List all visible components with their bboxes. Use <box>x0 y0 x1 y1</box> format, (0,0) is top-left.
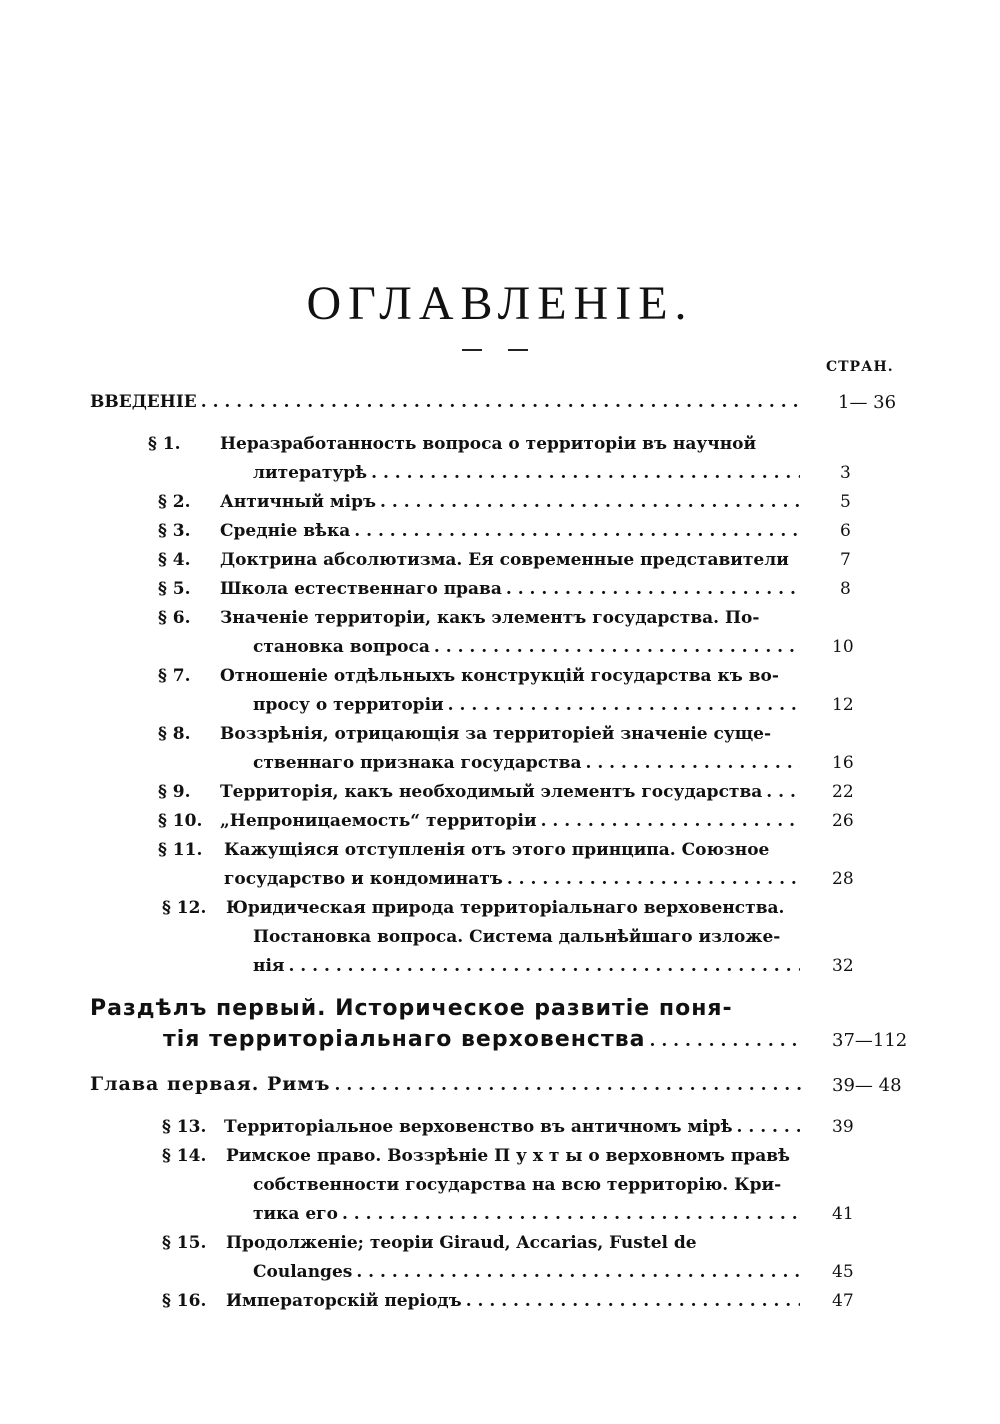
section-title: „Непроницаемость“ территорiи <box>220 811 537 831</box>
section-page: 47 <box>832 1291 854 1311</box>
leader-dots <box>342 1204 800 1224</box>
title-ornament <box>462 349 532 353</box>
section-title: Императорскiй перiодъ <box>226 1291 462 1311</box>
leader-dots <box>356 1262 800 1282</box>
section-title: Неразработанность вопроса о территорiи въ научной <box>220 434 757 454</box>
toc-entry-section-7 <box>253 695 810 715</box>
section-number: § 6. <box>158 608 191 628</box>
leader-dots <box>737 1117 800 1137</box>
section-title: Продолженiе; теорiи Giraud, Accarias, Fustel de <box>226 1233 697 1253</box>
section-page: 32 <box>832 956 854 976</box>
section-title: Воззрѣнiя, отрицающiя за территорiей значенiе суще- <box>220 724 772 744</box>
leader-dots <box>380 492 800 512</box>
toc-entry-section-6 <box>253 637 810 657</box>
leader-dots <box>506 579 800 599</box>
toc-entry-section-13 <box>224 1117 810 1137</box>
leader-dots <box>354 521 800 541</box>
toc-entry-section-1 <box>253 463 810 483</box>
leader-dots <box>201 392 800 412</box>
toc-entry-section-15 <box>253 1262 810 1282</box>
section-title: Отношенiе отдѣльныхъ конструкцiй государства къ во- <box>220 666 779 686</box>
section-title-cont: просу о территорiи <box>253 695 444 715</box>
section-page: 26 <box>832 811 854 831</box>
section-page: 45 <box>832 1262 854 1282</box>
section-title: Римское право. Воззрѣнiе П у х т ы о верховномъ правѣ <box>226 1146 790 1166</box>
leader-dots <box>766 782 800 802</box>
toc-entry-section-14 <box>253 1204 810 1224</box>
section-title-cont: нiя <box>253 956 285 976</box>
section-title-cont: Coulanges <box>253 1262 353 1282</box>
leader-dots <box>585 753 800 773</box>
leader-dots <box>371 463 800 483</box>
toc-entry-part-one <box>163 1027 813 1052</box>
section-title: Значенiе территорiи, какъ элементъ государства. По- <box>220 608 760 628</box>
leader-dots <box>334 1075 802 1095</box>
introduction-label: ВВЕДЕНIЕ <box>90 392 197 412</box>
section-title: Кажущiяся отступленiя отъ этого принципа. Союзное <box>224 840 770 860</box>
section-page: 39 <box>832 1117 854 1137</box>
toc-entry-section-10 <box>220 811 810 831</box>
chapter-title: Глава первая. Римъ <box>90 1073 331 1095</box>
section-title-cont: Постановка вопроса. Система дальнѣйшаго изложе- <box>253 927 781 947</box>
section-number: § 7. <box>158 666 191 686</box>
section-title: Территорiальное верховенство въ античномъ мiрѣ <box>224 1117 733 1137</box>
section-title-cont: литературѣ <box>253 463 368 483</box>
leader-dots <box>541 811 800 831</box>
section-page: 28 <box>832 869 854 889</box>
section-title-cont: государство и кондоминатъ <box>224 869 503 889</box>
section-page: 6 <box>840 521 851 541</box>
section-number: § 10. <box>158 811 203 831</box>
toc-entry-section-3 <box>220 521 810 541</box>
section-title-cont: собственности государства на всю территорiю. Кри- <box>253 1175 782 1195</box>
section-title: Юридическая природа территорiальнаго верховенства. <box>226 898 785 918</box>
toc-entry-section-9 <box>220 782 810 802</box>
toc-entry-section-12 <box>253 956 810 976</box>
toc-entry-introduction <box>90 392 810 412</box>
section-page: 7 <box>840 550 851 570</box>
leader-dots <box>434 637 800 657</box>
section-number: § 9. <box>158 782 191 802</box>
leader-dots <box>448 695 800 715</box>
section-number: § 12. <box>162 898 207 918</box>
section-number: § 11. <box>158 840 203 860</box>
section-page: 10 <box>832 637 854 657</box>
toc-entry-chapter-one <box>90 1073 812 1095</box>
page-title: ОГЛАВЛЕНIЕ. <box>306 277 694 330</box>
pages-column-heading: СТРАН. <box>826 359 894 375</box>
toc-entry-section-8 <box>253 753 810 773</box>
toc-entry-section-2 <box>220 492 810 512</box>
leader-dots <box>466 1291 800 1311</box>
toc-entry-section-16 <box>226 1291 810 1311</box>
section-number: § 14. <box>162 1146 207 1166</box>
leader-dots <box>507 869 800 889</box>
section-number: § 5. <box>158 579 191 599</box>
section-number: § 15. <box>162 1233 207 1253</box>
section-page: 12 <box>832 695 854 715</box>
leader-dots <box>650 1031 804 1051</box>
introduction-pages: 1— 36 <box>838 392 897 413</box>
section-page: 3 <box>840 463 851 483</box>
part-pages: 37—112 <box>832 1030 908 1051</box>
section-page: 8 <box>840 579 851 599</box>
section-page: 41 <box>832 1204 854 1224</box>
section-title-cont: тика его <box>253 1204 338 1224</box>
part-title: Раздѣлъ первый. Историческое развитiе поня- <box>90 996 733 1021</box>
section-title: Доктрина абсолютизма. Ея современные представители <box>220 550 789 570</box>
chapter-pages: 39— 48 <box>832 1075 902 1096</box>
section-page: 22 <box>832 782 854 802</box>
leader-dots <box>288 956 800 976</box>
section-title-cont: ственнаго признака государства <box>253 753 582 773</box>
section-number: § 8. <box>158 724 191 744</box>
section-number: § 1. <box>148 434 181 454</box>
section-number: § 3. <box>158 521 191 541</box>
section-title: Античный мiръ <box>220 492 377 512</box>
section-number: § 4. <box>158 550 191 570</box>
section-number: § 2. <box>158 492 191 512</box>
section-page: 5 <box>840 492 851 512</box>
section-title: Школа естественнаго права <box>220 579 502 599</box>
section-number: § 13. <box>162 1117 207 1137</box>
section-title-cont: становка вопроса <box>253 637 430 657</box>
section-page: 16 <box>832 753 854 773</box>
section-title: Среднiе вѣка <box>220 521 351 541</box>
toc-entry-section-11 <box>224 869 810 889</box>
section-title: Территорiя, какъ необходимый элементъ государства <box>220 782 763 802</box>
section-number: § 16. <box>162 1291 207 1311</box>
toc-entry-section-5 <box>220 579 810 599</box>
part-title-cont: тiя территорiальнаго верховенства <box>163 1027 646 1052</box>
